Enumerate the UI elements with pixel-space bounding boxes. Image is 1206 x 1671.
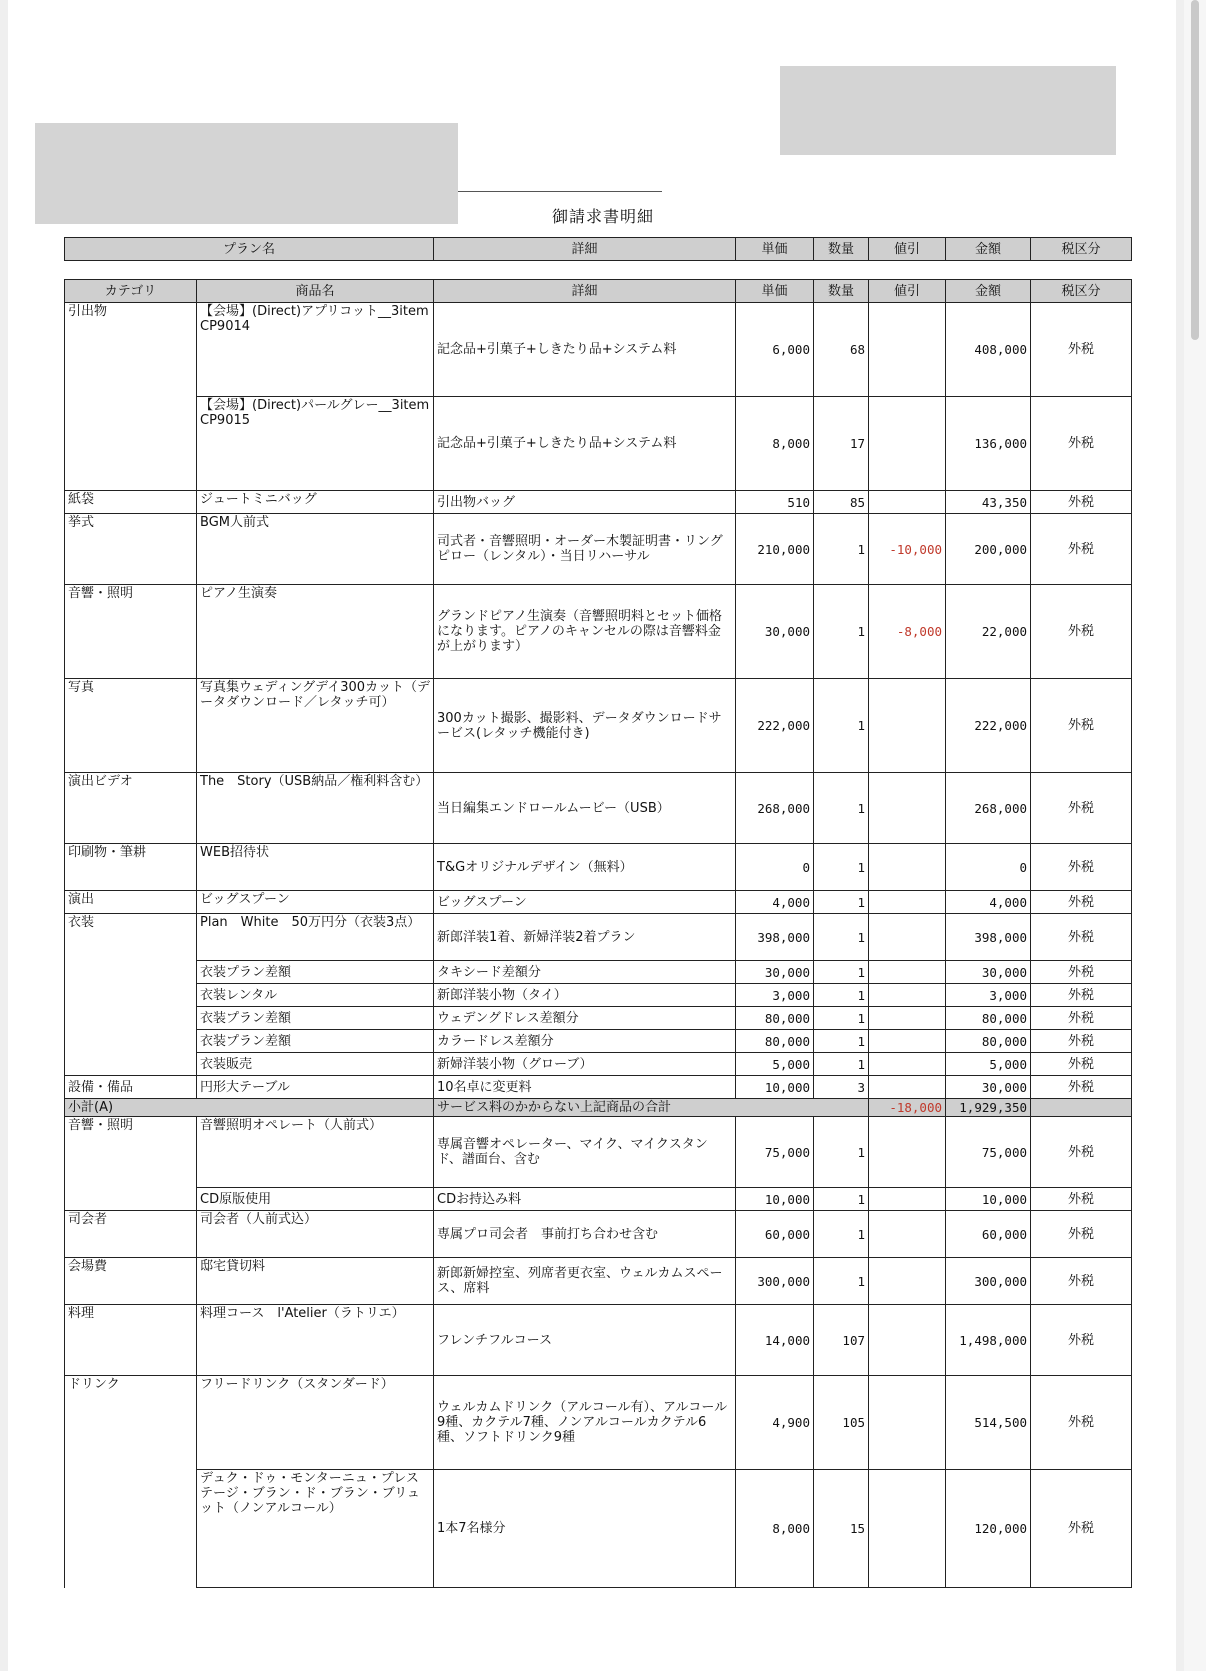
table-row xyxy=(65,491,1132,514)
amount-cell: 514,500 xyxy=(946,1376,1031,1470)
table-row xyxy=(65,514,1132,585)
tax-cell: 外税 xyxy=(1031,1053,1132,1076)
unit-price-cell: 0 xyxy=(736,844,814,891)
subtotal-tax xyxy=(1031,1099,1132,1117)
col-product: 商品名 xyxy=(197,280,434,303)
detail-cell: 1本7名様分 xyxy=(434,1470,736,1588)
unit-price-cell: 4,900 xyxy=(736,1376,814,1470)
amount-cell: 120,000 xyxy=(946,1470,1031,1588)
table-row xyxy=(65,984,1132,1007)
discount-cell xyxy=(869,844,946,891)
discount-cell xyxy=(869,1117,946,1188)
plan-header-row xyxy=(65,238,1132,261)
quantity-cell: 1 xyxy=(814,514,869,585)
tax-cell: 外税 xyxy=(1031,1117,1132,1188)
detail-cell: 専属プロ司会者 事前打ち合わせ含む xyxy=(434,1211,736,1258)
col-tax: 税区分 xyxy=(1031,238,1132,261)
table-row xyxy=(65,1188,1132,1211)
discount-cell xyxy=(869,491,946,514)
category-cell: 料理 xyxy=(65,1305,197,1376)
category-cell: 会場費 xyxy=(65,1258,197,1305)
unit-price-cell: 10,000 xyxy=(736,1188,814,1211)
tax-cell: 外税 xyxy=(1031,844,1132,891)
product-cell: The Story（USB納品／権利料含む） xyxy=(197,773,434,844)
product-cell: フリードリンク（スタンダード） xyxy=(197,1376,434,1470)
discount-cell xyxy=(869,1053,946,1076)
tax-cell: 外税 xyxy=(1031,891,1132,914)
col-category: カテゴリ xyxy=(65,280,197,303)
amount-cell: 22,000 xyxy=(946,585,1031,679)
amount-cell: 3,000 xyxy=(946,984,1031,1007)
category-cell: 挙式 xyxy=(65,514,197,585)
category-cell: 紙袋 xyxy=(65,491,197,514)
discount-cell xyxy=(869,1030,946,1053)
unit-price-cell: 14,000 xyxy=(736,1305,814,1376)
amount-cell: 4,000 xyxy=(946,891,1031,914)
category-cell: 引出物 xyxy=(65,303,197,397)
detail-cell: ビッグスプーン xyxy=(434,891,736,914)
table-row xyxy=(65,1211,1132,1258)
product-cell: 衣装プラン差額 xyxy=(197,1007,434,1030)
category-cell xyxy=(65,1053,197,1076)
tax-cell: 外税 xyxy=(1031,1470,1132,1588)
detail-cell: 300カット撮影、撮影料、データダウンロードサービス(レタッチ機能付き) xyxy=(434,679,736,773)
amount-cell: 136,000 xyxy=(946,397,1031,491)
table-row xyxy=(65,1076,1132,1099)
unit-price-cell: 8,000 xyxy=(736,1470,814,1588)
quantity-cell: 1 xyxy=(814,1030,869,1053)
category-cell xyxy=(65,1188,197,1211)
quantity-cell: 1 xyxy=(814,1188,869,1211)
quantity-cell: 1 xyxy=(814,844,869,891)
detail-cell: 新郎新婦控室、列席者更衣室、ウェルカムスペース、席料 xyxy=(434,1258,736,1305)
detail-cell: 記念品+引菓子+しきたり品+システム料 xyxy=(434,303,736,397)
discount-cell xyxy=(869,914,946,961)
product-cell: 円形大テーブル xyxy=(197,1076,434,1099)
unit-price-cell: 398,000 xyxy=(736,914,814,961)
table-row xyxy=(65,303,1132,397)
detail-cell: 司式者・音響照明・オーダー木製証明書・リングピロー（レンタル）・当日リハーサル xyxy=(434,514,736,585)
document-title: 御請求書明細 xyxy=(551,207,654,226)
quantity-cell: 85 xyxy=(814,491,869,514)
amount-cell: 268,000 xyxy=(946,773,1031,844)
category-cell xyxy=(65,1030,197,1053)
subtotal-amount: 1,929,350 xyxy=(946,1099,1031,1117)
unit-price-cell: 80,000 xyxy=(736,1007,814,1030)
category-cell: 設備・備品 xyxy=(65,1076,197,1099)
table-row xyxy=(65,891,1132,914)
scrollbar[interactable] xyxy=(1184,0,1206,1671)
tax-cell: 外税 xyxy=(1031,984,1132,1007)
tax-cell: 外税 xyxy=(1031,585,1132,679)
quantity-cell: 1 xyxy=(814,1117,869,1188)
col-amount: 金額 xyxy=(946,238,1031,261)
col-plan-name: プラン名 xyxy=(65,238,434,261)
subtotal-row xyxy=(65,1099,1132,1117)
col-quantity: 数量 xyxy=(814,238,869,261)
unit-price-cell: 210,000 xyxy=(736,514,814,585)
amount-cell: 5,000 xyxy=(946,1053,1031,1076)
detail-cell: CDお持込み料 xyxy=(434,1188,736,1211)
items-header-row xyxy=(65,280,1132,303)
product-cell: 音響照明オペレート（人前式） xyxy=(197,1117,434,1188)
amount-cell: 1,498,000 xyxy=(946,1305,1031,1376)
table-row xyxy=(65,1470,1132,1588)
col-amount: 金額 xyxy=(946,280,1031,303)
unit-price-cell: 80,000 xyxy=(736,1030,814,1053)
detail-cell: 当日編集エンドロールムービー（USB） xyxy=(434,773,736,844)
table-row xyxy=(65,1117,1132,1188)
product-cell: 【会場】(Direct)アプリコット__3item CP9014 xyxy=(197,303,434,397)
col-detail: 詳細 xyxy=(434,238,736,261)
table-row xyxy=(65,773,1132,844)
tax-cell: 外税 xyxy=(1031,1007,1132,1030)
discount-cell xyxy=(869,891,946,914)
discount-cell xyxy=(869,397,946,491)
discount-cell xyxy=(869,1376,946,1470)
unit-price-cell: 300,000 xyxy=(736,1258,814,1305)
quantity-cell: 68 xyxy=(814,303,869,397)
detail-cell: ウェルカムドリンク（アルコール有）、アルコール9種、カクテル7種、ノンアルコールカクテル6種、ソフトドリンク9種 xyxy=(434,1376,736,1470)
tax-cell: 外税 xyxy=(1031,1076,1132,1099)
quantity-cell: 1 xyxy=(814,585,869,679)
tax-cell: 外税 xyxy=(1031,961,1132,984)
unit-price-cell: 222,000 xyxy=(736,679,814,773)
col-discount: 値引 xyxy=(869,280,946,303)
category-cell: 司会者 xyxy=(65,1211,197,1258)
quantity-cell: 1 xyxy=(814,961,869,984)
unit-price-cell: 510 xyxy=(736,491,814,514)
discount-cell xyxy=(869,773,946,844)
quantity-cell: 1 xyxy=(814,891,869,914)
detail-cell: 新郎洋装小物（タイ） xyxy=(434,984,736,1007)
tax-cell: 外税 xyxy=(1031,1376,1132,1470)
amount-cell: 408,000 xyxy=(946,303,1031,397)
quantity-cell: 107 xyxy=(814,1305,869,1376)
detail-cell: 新婦洋装小物（グローブ） xyxy=(434,1053,736,1076)
signature-underline xyxy=(458,191,662,192)
discount-cell xyxy=(869,679,946,773)
category-cell: 印刷物・筆耕 xyxy=(65,844,197,891)
tax-cell: 外税 xyxy=(1031,1030,1132,1053)
detail-cell: 専属音響オペレーター、マイク、マイクスタンド、譜面台、含む xyxy=(434,1117,736,1188)
tax-cell: 外税 xyxy=(1031,679,1132,773)
tax-cell: 外税 xyxy=(1031,1258,1132,1305)
unit-price-cell: 60,000 xyxy=(736,1211,814,1258)
detail-cell: 新郎洋装1着、新婦洋装2着プラン xyxy=(434,914,736,961)
detail-cell: タキシード差額分 xyxy=(434,961,736,984)
col-tax: 税区分 xyxy=(1031,280,1132,303)
detail-cell: T&Gオリジナルデザイン（無料） xyxy=(434,844,736,891)
tax-cell: 外税 xyxy=(1031,914,1132,961)
discount-cell: -8,000 xyxy=(869,585,946,679)
tax-cell: 外税 xyxy=(1031,1305,1132,1376)
table-row xyxy=(65,1305,1132,1376)
amount-cell: 300,000 xyxy=(946,1258,1031,1305)
product-cell: WEB招待状 xyxy=(197,844,434,891)
amount-cell: 10,000 xyxy=(946,1188,1031,1211)
detail-cell: カラードレス差額分 xyxy=(434,1030,736,1053)
quantity-cell: 1 xyxy=(814,914,869,961)
tax-cell: 外税 xyxy=(1031,491,1132,514)
col-unit-price: 単価 xyxy=(736,280,814,303)
amount-cell: 222,000 xyxy=(946,679,1031,773)
tax-cell: 外税 xyxy=(1031,514,1132,585)
detail-cell: 記念品+引菓子+しきたり品+システム料 xyxy=(434,397,736,491)
detail-cell: フレンチフルコース xyxy=(434,1305,736,1376)
table-row xyxy=(65,1030,1132,1053)
table-row xyxy=(65,397,1132,491)
unit-price-cell: 3,000 xyxy=(736,984,814,1007)
product-cell: ジュートミニバッグ xyxy=(197,491,434,514)
table-row xyxy=(65,585,1132,679)
detail-cell: ウェデングドレス差額分 xyxy=(434,1007,736,1030)
quantity-cell: 1 xyxy=(814,1053,869,1076)
category-cell xyxy=(65,984,197,1007)
discount-cell: -10,000 xyxy=(869,514,946,585)
product-cell: 邸宅貸切料 xyxy=(197,1258,434,1305)
category-cell: 演出ビデオ xyxy=(65,773,197,844)
product-cell: 衣装販売 xyxy=(197,1053,434,1076)
tax-cell: 外税 xyxy=(1031,303,1132,397)
unit-price-cell: 10,000 xyxy=(736,1076,814,1099)
quantity-cell: 15 xyxy=(814,1470,869,1588)
table-row xyxy=(65,961,1132,984)
tax-cell: 外税 xyxy=(1031,773,1132,844)
subtotal-discount: -18,000 xyxy=(869,1099,946,1117)
unit-price-cell: 268,000 xyxy=(736,773,814,844)
product-cell: 衣装プラン差額 xyxy=(197,1030,434,1053)
discount-cell xyxy=(869,1211,946,1258)
category-cell: 音響・照明 xyxy=(65,585,197,679)
col-unit-price: 単価 xyxy=(736,238,814,261)
subtotal-label: 小計(A) xyxy=(65,1099,434,1117)
detail-cell: 引出物バッグ xyxy=(434,491,736,514)
items-table xyxy=(64,279,1132,1588)
quantity-cell: 1 xyxy=(814,984,869,1007)
discount-cell xyxy=(869,984,946,1007)
category-cell xyxy=(65,961,197,984)
amount-cell: 0 xyxy=(946,844,1031,891)
amount-cell: 200,000 xyxy=(946,514,1031,585)
product-cell: ビッグスプーン xyxy=(197,891,434,914)
product-cell: ピアノ生演奏 xyxy=(197,585,434,679)
product-cell: Plan White 50万円分（衣装3点） xyxy=(197,914,434,961)
category-cell xyxy=(65,1470,197,1588)
unit-price-cell: 30,000 xyxy=(736,585,814,679)
product-cell: 衣装レンタル xyxy=(197,984,434,1007)
amount-cell: 398,000 xyxy=(946,914,1031,961)
product-cell: BGM人前式 xyxy=(197,514,434,585)
quantity-cell: 1 xyxy=(814,1258,869,1305)
quantity-cell: 1 xyxy=(814,1211,869,1258)
table-row xyxy=(65,1376,1132,1470)
unit-price-cell: 6,000 xyxy=(736,303,814,397)
discount-cell xyxy=(869,1470,946,1588)
amount-cell: 30,000 xyxy=(946,1076,1031,1099)
quantity-cell: 1 xyxy=(814,1007,869,1030)
table-row xyxy=(65,844,1132,891)
tax-cell: 外税 xyxy=(1031,1211,1132,1258)
discount-cell xyxy=(869,1305,946,1376)
category-cell: 音響・照明 xyxy=(65,1117,197,1188)
category-cell xyxy=(65,397,197,491)
quantity-cell: 17 xyxy=(814,397,869,491)
discount-cell xyxy=(869,303,946,397)
unit-price-cell: 4,000 xyxy=(736,891,814,914)
unit-price-cell: 8,000 xyxy=(736,397,814,491)
amount-cell: 43,350 xyxy=(946,491,1031,514)
quantity-cell: 1 xyxy=(814,773,869,844)
unit-price-cell: 5,000 xyxy=(736,1053,814,1076)
tax-cell: 外税 xyxy=(1031,397,1132,491)
amount-cell: 30,000 xyxy=(946,961,1031,984)
unit-price-cell: 30,000 xyxy=(736,961,814,984)
col-quantity: 数量 xyxy=(814,280,869,303)
discount-cell xyxy=(869,1076,946,1099)
quantity-cell: 3 xyxy=(814,1076,869,1099)
unit-price-cell: 75,000 xyxy=(736,1117,814,1188)
category-cell xyxy=(65,1007,197,1030)
category-cell: 写真 xyxy=(65,679,197,773)
discount-cell xyxy=(869,961,946,984)
table-row xyxy=(65,1258,1132,1305)
detail-cell: グランドピアノ生演奏（音響照明料とセット価格になります。ピアノのキャンセルの際は音響料金が上がります） xyxy=(434,585,736,679)
quantity-cell: 1 xyxy=(814,679,869,773)
amount-cell: 80,000 xyxy=(946,1007,1031,1030)
category-cell: ドリンク xyxy=(65,1376,197,1470)
table-row xyxy=(65,914,1132,961)
product-cell: 料理コース l'Atelier（ラトリエ） xyxy=(197,1305,434,1376)
discount-cell xyxy=(869,1188,946,1211)
plan-table xyxy=(64,237,1132,261)
product-cell: 衣装プラン差額 xyxy=(197,961,434,984)
category-cell: 衣装 xyxy=(65,914,197,961)
product-cell: デュク・ドゥ・モンターニュ・プレステージ・ブラン・ド・ブラン・ブリュット（ノンアルコール） xyxy=(197,1470,434,1588)
scrollbar-thumb[interactable] xyxy=(1191,0,1199,340)
quantity-cell: 105 xyxy=(814,1376,869,1470)
detail-cell: 10名卓に変更料 xyxy=(434,1076,736,1099)
amount-cell: 75,000 xyxy=(946,1117,1031,1188)
product-cell: 写真集ウェディングデイ300カット（データダウンロード／レタッチ可） xyxy=(197,679,434,773)
amount-cell: 60,000 xyxy=(946,1211,1031,1258)
discount-cell xyxy=(869,1007,946,1030)
product-cell: 司会者（人前式込） xyxy=(197,1211,434,1258)
redacted-block-top-right xyxy=(780,66,1116,155)
table-row xyxy=(65,1007,1132,1030)
tax-cell: 外税 xyxy=(1031,1188,1132,1211)
product-cell: CD原版使用 xyxy=(197,1188,434,1211)
amount-cell: 80,000 xyxy=(946,1030,1031,1053)
subtotal-detail: サービス料のかからない上記商品の合計 xyxy=(434,1099,869,1117)
col-discount: 値引 xyxy=(869,238,946,261)
table-row xyxy=(65,1053,1132,1076)
col-detail: 詳細 xyxy=(434,280,736,303)
product-cell: 【会場】(Direct)パールグレー__3item CP9015 xyxy=(197,397,434,491)
discount-cell xyxy=(869,1258,946,1305)
table-row xyxy=(65,679,1132,773)
category-cell: 演出 xyxy=(65,891,197,914)
